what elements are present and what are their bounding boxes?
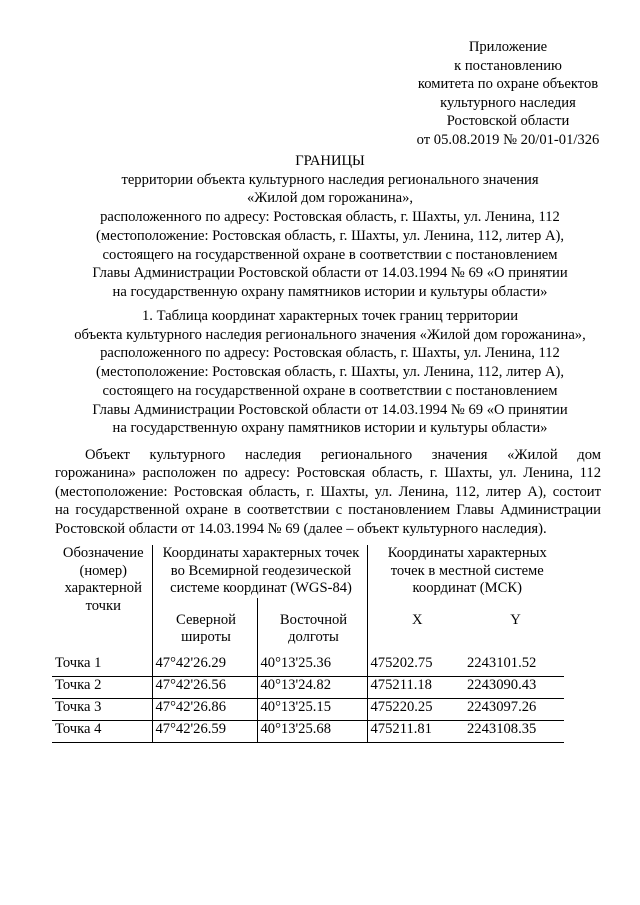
header-y: Y	[510, 611, 521, 628]
title-line: Главы Администрации Ростовской области от 14.03.1994 № 69 «О принятии	[92, 265, 568, 282]
caption-line: объекта культурного наследия регионального значения «Жилой дом горожанина»,	[74, 326, 586, 343]
appendix-line: к постановлению	[454, 57, 562, 74]
coordinates-table	[52, 545, 564, 743]
longitude-cell: 40°13'24.82	[257, 676, 367, 698]
x-cell: 475211.18	[367, 676, 464, 698]
caption-line: расположенного по адресу: Ростовская область, г. Шахты, ул. Ленина, 112	[100, 345, 560, 362]
longitude-cell: 40°13'25.15	[257, 698, 367, 720]
header-x: X	[367, 598, 464, 647]
longitude-cell: 40°13'25.36	[257, 647, 367, 677]
appendix-line: культурного наследия	[440, 94, 576, 111]
y-cell: 2243108.35	[464, 720, 564, 742]
description-paragraph	[55, 446, 601, 538]
appendix-line: Приложение	[468, 39, 548, 55]
appendix-line: от 05.08.2019 № 20/01-01/326	[416, 131, 600, 148]
title-line: (местоположение: Ростовская область, г. Шахты, ул. Ленина, 112, литер А),	[95, 227, 565, 244]
paragraph-line: (местоположение: Ростовская область, г. Шахты, ул. Ленина, 112, литер А), состоит	[55, 483, 601, 500]
title-line: территории объекта культурного наследия регионального значения	[121, 171, 539, 188]
longitude-cell: 40°13'25.68	[257, 720, 367, 742]
table-header-row	[52, 545, 564, 598]
x-cell: 475211.81	[367, 720, 464, 742]
table-row	[52, 720, 564, 742]
title-line: на государственную охрану памятников истории и культуры области»	[112, 283, 548, 300]
paragraph-line: Объект культурного наследия регионального значения «Жилой дом	[85, 447, 601, 463]
caption-line: на государственную охрану памятников истории и культуры области»	[112, 420, 548, 437]
point-name: Точка 1	[52, 647, 152, 677]
header-wgs-coordinates: Координаты характерных точек во Всемирной геодезической системе координат (WGS-84)	[152, 545, 367, 598]
document-heading: ГРАНИЦЫ	[295, 153, 365, 169]
latitude-cell: 47°42'26.56	[152, 676, 257, 698]
title-line: «Жилой дом горожанина»,	[246, 190, 414, 207]
paragraph-line: горожанина» расположен по адресу: Ростовская область, г. Шахты, ул. Ленина, 112	[55, 465, 601, 482]
title-line: расположенного по адресу: Ростовская область, г. Шахты, ул. Ленина, 112	[100, 209, 560, 226]
title-line: состоящего на государственной охране в соответствии с постановлением	[102, 246, 558, 263]
caption-line: состоящего на государственной охране в соответствии с постановлением	[102, 382, 558, 399]
header-east-longitude: Восточной долготы	[257, 598, 367, 647]
table-row	[52, 698, 564, 720]
y-cell: 2243101.52	[464, 647, 564, 677]
y-cell: 2243090.43	[464, 676, 564, 698]
point-name: Точка 3	[52, 698, 152, 720]
appendix-line: комитета по охране объектов	[417, 76, 599, 93]
table-row	[52, 647, 564, 677]
point-name: Точка 4	[52, 720, 152, 742]
latitude-cell: 47°42'26.86	[152, 698, 257, 720]
latitude-cell: 47°42'26.29	[152, 647, 257, 677]
y-cell: 2243097.26	[464, 698, 564, 720]
table-caption	[40, 307, 620, 438]
caption-line: (местоположение: Ростовская область, г. Шахты, ул. Ленина, 112, литер А),	[95, 364, 565, 381]
header-point-designation: Обозначение (номер) характерной точки	[62, 545, 144, 614]
table-row	[52, 676, 564, 698]
point-name: Точка 2	[52, 676, 152, 698]
header-msk-coordinates: Координаты характерных точек в местной системе координат (МСК)	[367, 545, 564, 598]
paragraph-line: Ростовской области от 14.03.1994 № 69 (далее – объект культурного наследия).	[55, 520, 547, 537]
caption-line: 1. Таблица координат характерных точек границ территории	[141, 308, 519, 324]
title-block	[40, 152, 620, 302]
appendix-line: Ростовской области	[446, 113, 570, 130]
x-cell: 475220.25	[367, 698, 464, 720]
paragraph-line: на государственной охране в соответствии с постановлением Главы Администрации	[55, 502, 601, 519]
latitude-cell: 47°42'26.59	[152, 720, 257, 742]
header-north-latitude: Северной широты	[152, 598, 257, 647]
caption-line: Главы Администрации Ростовской области от 14.03.1994 № 69 «О принятии	[92, 401, 568, 418]
x-cell: 475202.75	[367, 647, 464, 677]
appendix-block	[390, 38, 626, 150]
